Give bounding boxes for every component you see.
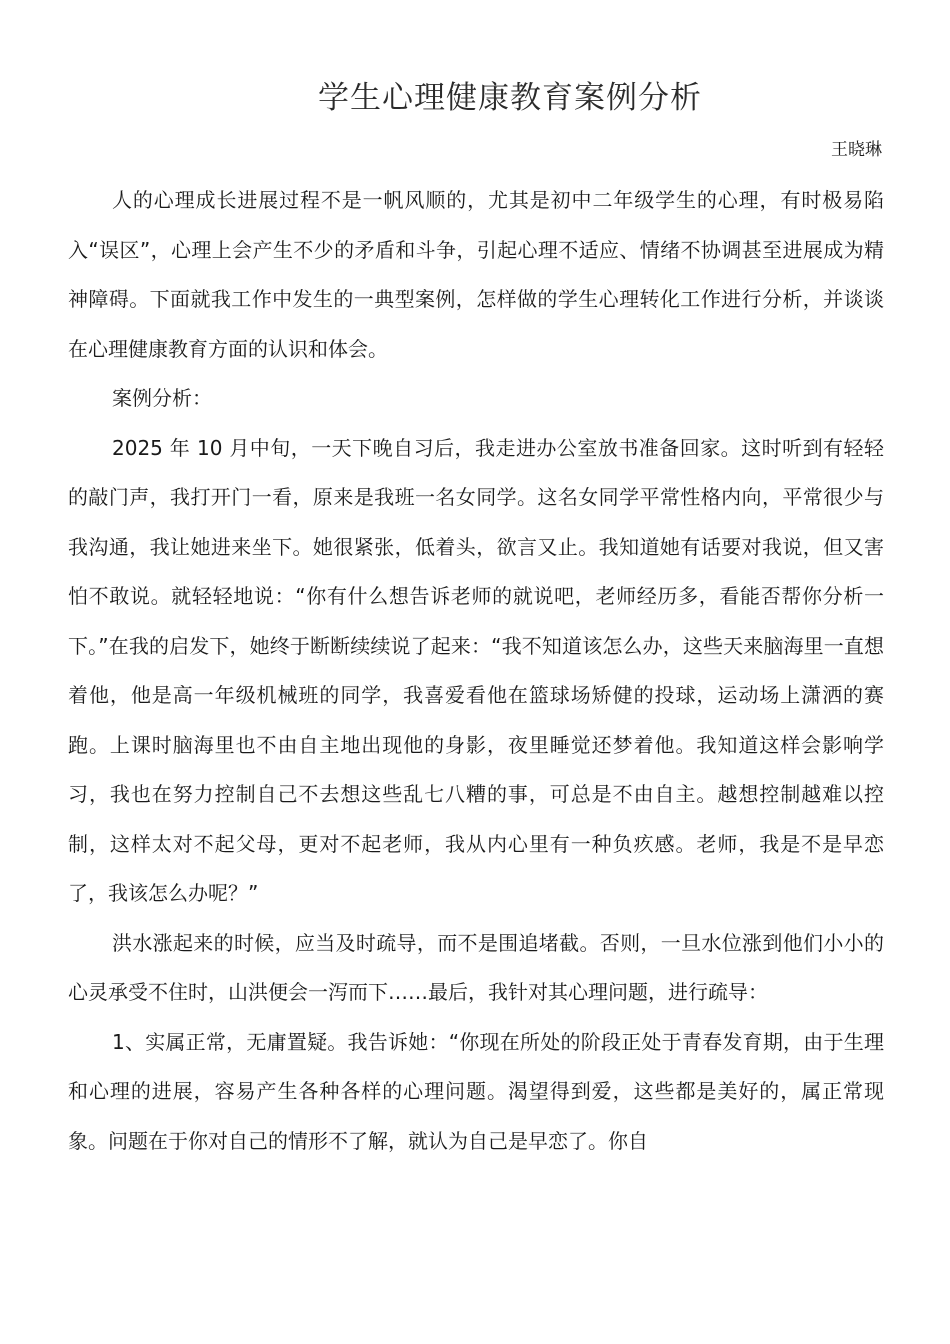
paragraph-point-1: 1、实属正常，无庸置疑。我告诉她：“你现在所处的阶段正处于青春发育期，由于生理和心理的进展，容易产生各种各样的心理问题。渴望得到爱，这些都是美好的，属正常现象。问题在于你对自己的情形不了解，就认为自己是早恋了。你自 xyxy=(68,1029,884,1153)
document-body xyxy=(68,176,884,1166)
document-title: 学生心理健康教育案例分析 xyxy=(318,80,702,116)
paragraph-case-story: 2025 年 10 月中旬，一天下晚自习后，我走进办公室放书准备回家。这时听到有轻轻的敲门声，我打开门一看，原来是我班一名女同学。这名女同学平常性格内向，平常很少与我沟通，我让她进来坐下。她很紧张，低着头，欲言又止。我知道她有话要对我说，但又害怕不敢说。就轻轻地说：“你有什么想告诉老师的就说吧，老师经历多，看能否帮你分析一下。”在我的启发下，她终于断断续续说了起来：“我不知道该怎么办，这些天来脑海里一直想着他，他是高一年级机械班的同学，我喜爱看他在篮球场矫健的投球，运动场上潇洒的赛跑。上课时脑海里也不由自主地出现他的身影，夜里睡觉还梦着他。我知道这样会影响学习，我也在努力控制自己不去想这些乱七八糟的事，可总是不由自主。越想控制越难以控制，这样太对不起父母，更对不起老师，我从内心里有一种负疚感。老师，我是不是早恋了，我该怎么办呢？” xyxy=(68,435,884,905)
paragraph-intro: 人的心理成长进展过程不是一帆风顺的，尤其是初中二年级学生的心理，有时极易陷入“误区”，心理上会产生不少的矛盾和斗争，引起心理不适应、情绪不协调甚至进展成为精神障碍。下面就我工作中发生的一典型案例，怎样做的学生心理转化工作进行分析，并谈谈在心理健康教育方面的认识和体会。 xyxy=(68,188,884,361)
paragraph-case-heading: 案例分析： xyxy=(112,386,212,410)
paragraph-guidance: 洪水涨起来的时候，应当及时疏导，而不是围追堵截。否则，一旦水位涨到他们小小的心灵承受不住时，山洪便会一泻而下……最后，我针对其心理问题，进行疏导： xyxy=(68,930,884,1004)
author-name: 王晓琳 xyxy=(831,140,882,160)
